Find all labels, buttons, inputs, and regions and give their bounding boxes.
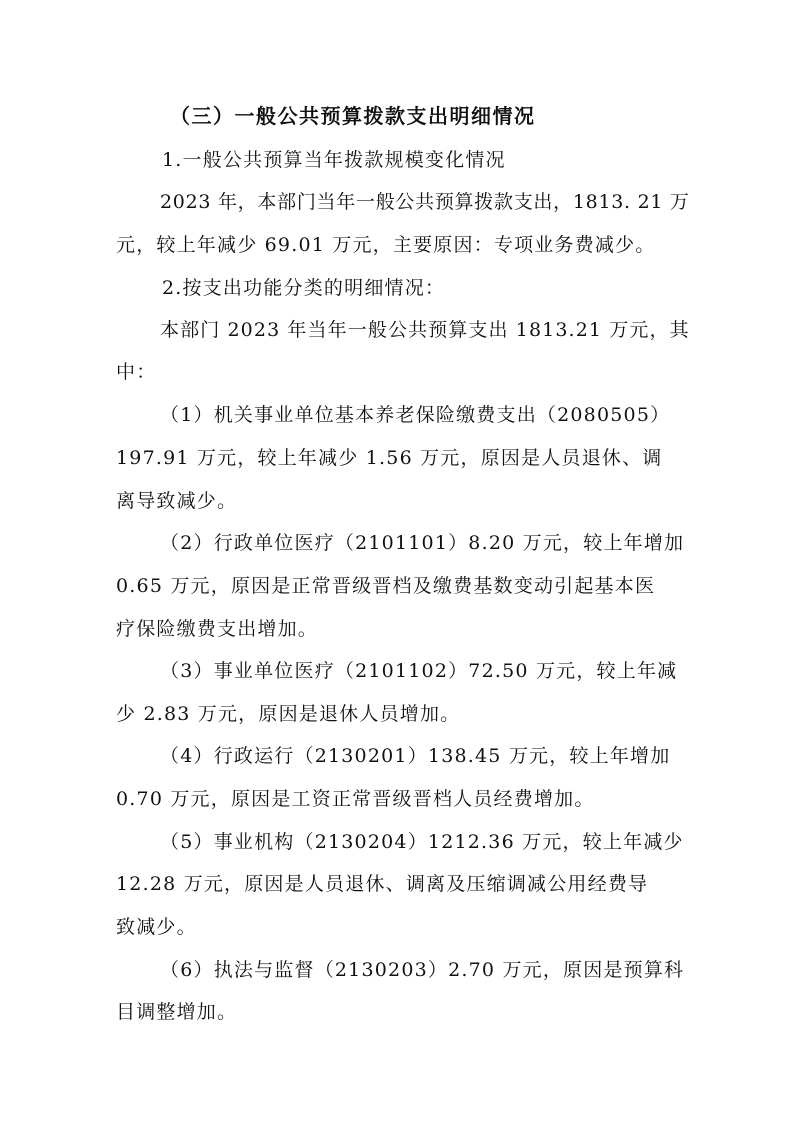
- item-line: （6）执法与监督（2130203）2.70 万元，原因是预算科: [160, 959, 685, 981]
- item-line: 0.70 万元，原因是工资正常晋级晋档人员经费增加。: [116, 788, 595, 810]
- item-line: 少 2.83 万元，原因是退休人员增加。: [116, 703, 461, 725]
- item-line: （4）行政运行（2130201）138.45 万元，较上年增加: [160, 745, 671, 767]
- item-line: 目调整增加。: [116, 1001, 238, 1023]
- item-line: 12.28 万元，原因是人员退休、调离及压缩调减公用经费导: [116, 873, 649, 895]
- paragraph-line: 中：: [116, 361, 157, 383]
- paragraph-line: 元，较上年减少 69.01 万元，主要原因：专项业务费减少。: [116, 234, 656, 256]
- item-line: 疗保险缴费支出增加。: [116, 618, 319, 640]
- item-line: 0.65 万元，原因是正常晋级晋档及缴费基数变动引起基本医: [116, 575, 656, 597]
- subsection-title-2: 2.按支出功能分类的明细情况：: [162, 277, 446, 299]
- paragraph-line: 本部门 2023 年当年一般公共预算支出 1813.21 万元，其: [160, 319, 690, 341]
- subsection-title-1: 1.一般公共预算当年拨款规模变化情况: [162, 149, 506, 171]
- section-heading: （三）一般公共预算拨款支出明细情况: [170, 104, 536, 128]
- paragraph-line: 2023 年，本部门当年一般公共预算拨款支出，1813. 21 万: [160, 191, 690, 213]
- item-line: （1）机关事业单位基本养老保险缴费支出（2080505）: [160, 404, 671, 426]
- item-line: （5）事业机构（2130204）1212.36 万元，较上年减少: [160, 831, 684, 853]
- item-line: （2）行政单位医疗（2101101）8.20 万元，较上年增加: [160, 532, 685, 554]
- item-line: 致减少。: [116, 916, 197, 938]
- item-line: （3）事业单位医疗（2101102）72.50 万元，较上年减: [160, 660, 678, 682]
- item-line: 离导致减少。: [116, 490, 238, 512]
- item-line: 197.91 万元，较上年减少 1.56 万元，原因是人员退休、调: [116, 447, 663, 469]
